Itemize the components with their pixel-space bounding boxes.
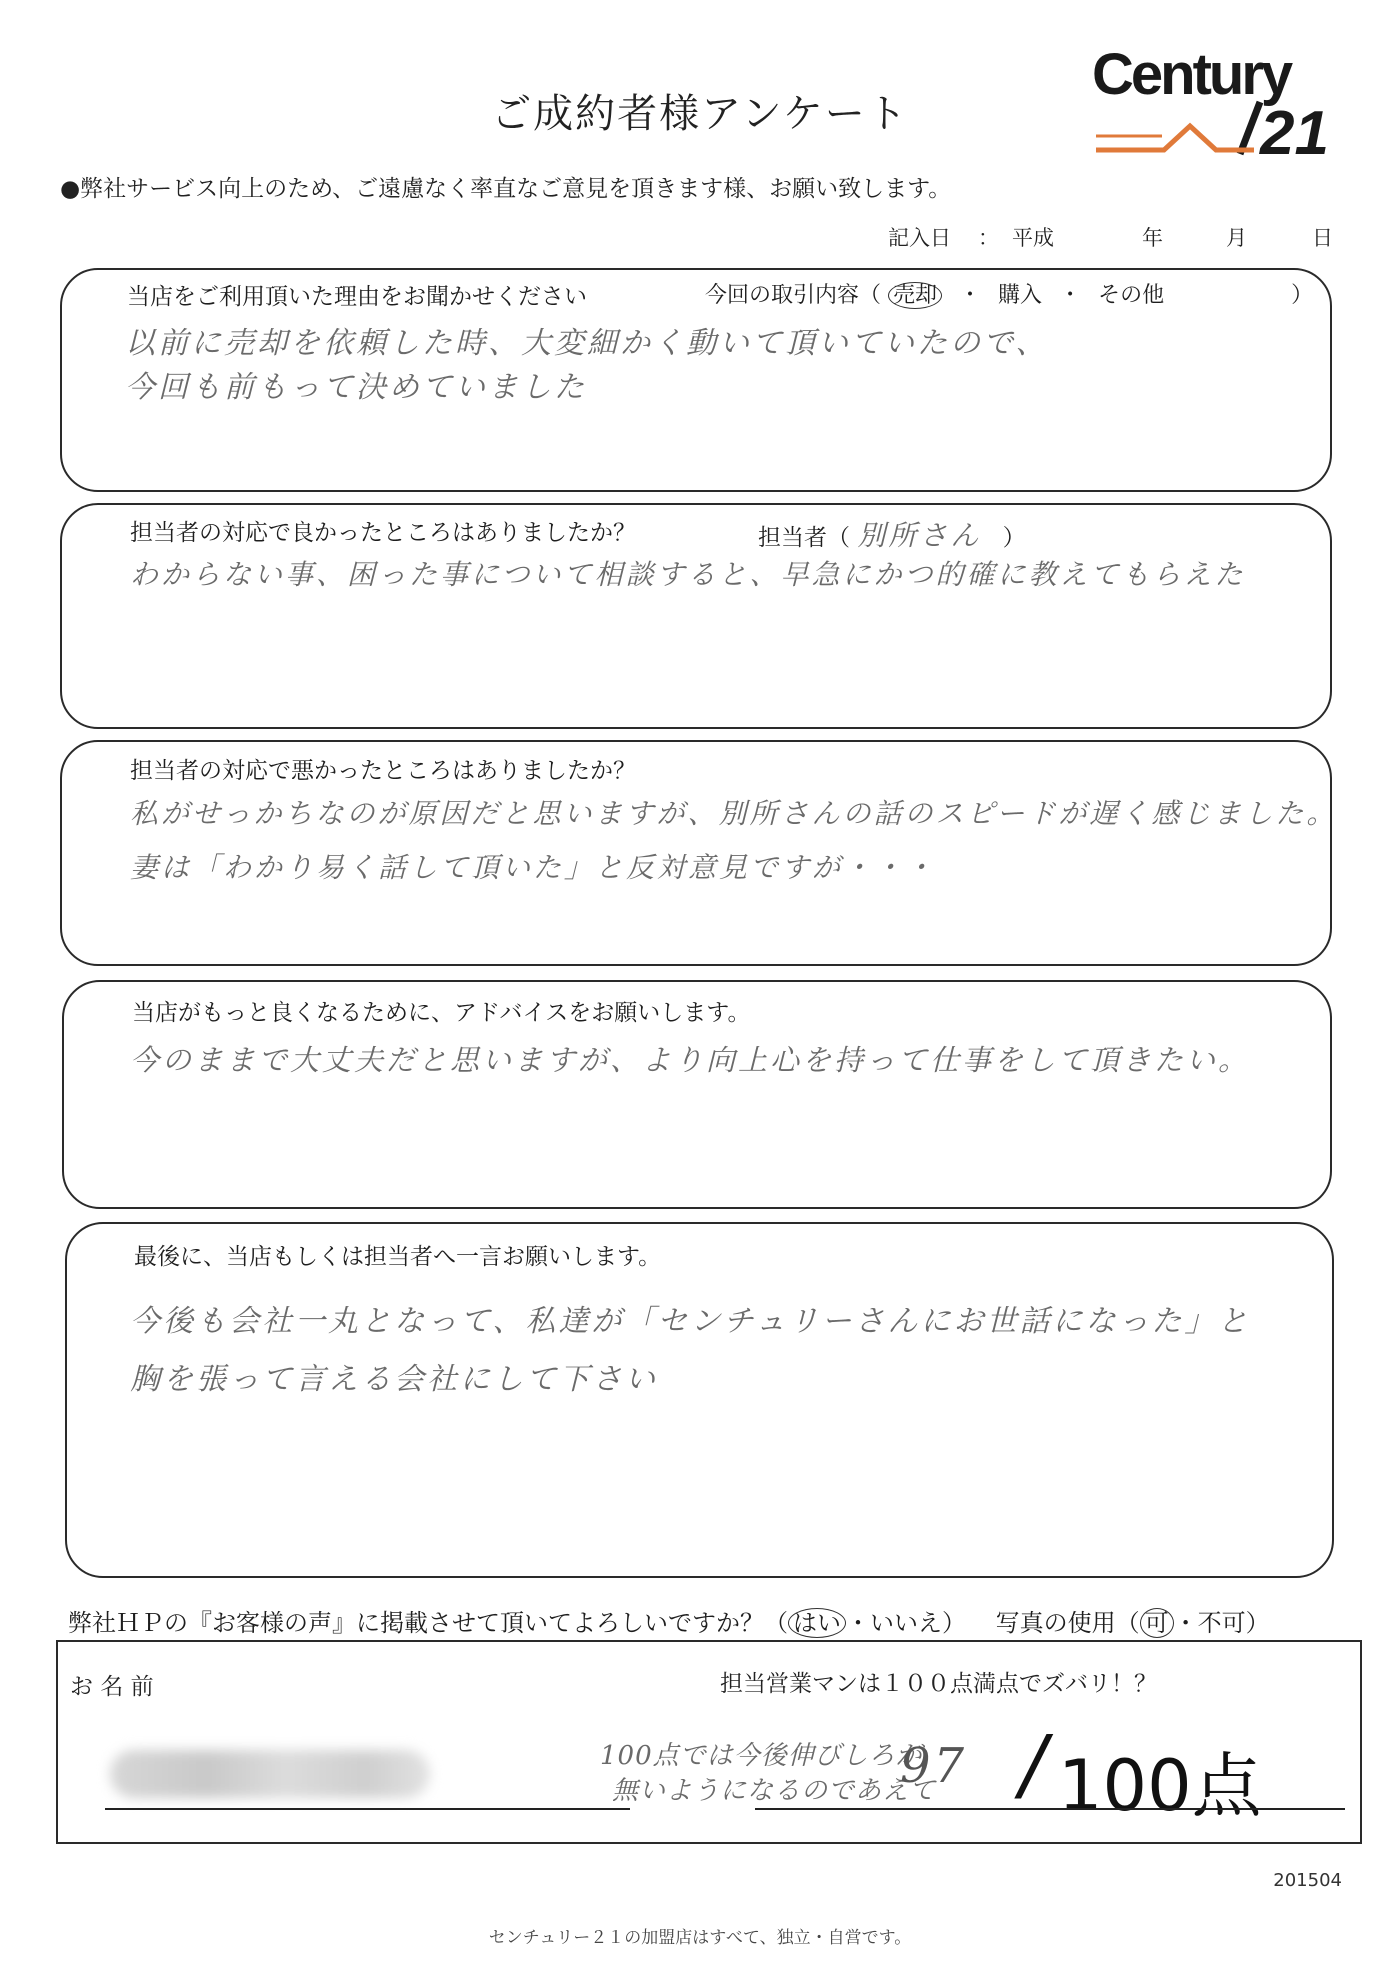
q4-answer-line-1: 今のままで大丈夫だと思いますが、より向上心を持って仕事をして頂きたい。: [130, 1043, 1251, 1077]
q1-answer-line-1: 以前に売却を依頼した時、大変細かく動いて頂いていたので、: [125, 326, 1049, 361]
intro-text: ●弊社サービス向上のため、ご遠慮なく率直なご意見を頂きます様、お願い致します。: [60, 176, 952, 202]
score-underline: [755, 1808, 1345, 1810]
q1-answer-line-2: 今回も前もって決めていました: [125, 370, 587, 405]
score-value: 97: [900, 1738, 968, 1794]
q1-question: 当店をご利用頂いた理由をお聞かせください: [127, 284, 587, 310]
consent-close: ）: [942, 1609, 966, 1637]
deal-dot-1: ・: [959, 283, 982, 308]
photo-label: 写真の使用（: [995, 1609, 1140, 1637]
photo-dot: ・: [1173, 1609, 1198, 1637]
staff-name: 別所さん: [857, 519, 982, 552]
deal-close: ）: [1291, 283, 1314, 308]
staff-label: 担当者（: [758, 525, 850, 551]
year-unit: 年: [1142, 226, 1163, 250]
q5-box: [65, 1222, 1334, 1578]
score-comment-line-2: 無いようになるのであえて: [612, 1776, 937, 1806]
photo-no: 不可: [1197, 1609, 1246, 1637]
deal-dot-2: ・: [1059, 283, 1082, 308]
deal-label: 今回の取引内容（: [705, 283, 882, 308]
day-unit: 日: [1312, 226, 1333, 250]
name-label: お 名 前: [70, 1674, 154, 1700]
staff-close: ）: [1002, 525, 1026, 551]
name-underline: [105, 1808, 630, 1810]
form-code: 201504: [1273, 1870, 1342, 1891]
q3-answer-line-1: 私がせっかちなのが原因だと思いますが、別所さんの話のスピードが遅く感じました。: [130, 797, 1338, 830]
q5-answer-line-1: 今後も会社一丸となって、私達が「センチュリーさんにお世話になった」と: [130, 1304, 1251, 1339]
consent-question: 弊社ＨＰの『お客様の声』に掲載させて頂いてよろしいですか？（: [68, 1609, 788, 1637]
score-comment-line-1: 100点では今後伸びしろが: [600, 1741, 923, 1771]
date-separator: ：: [978, 226, 999, 250]
svg-text:Century: Century: [1092, 42, 1291, 107]
score-slash: /: [1020, 1720, 1047, 1810]
q2-staff: [758, 514, 1026, 554]
score-question: 担当営業マンは１００点満点でズバリ！？: [720, 1671, 1157, 1697]
photo-yes: 可: [1140, 1608, 1174, 1638]
photo-close: ）: [1245, 1609, 1270, 1637]
consent-yes: はい: [788, 1608, 846, 1638]
score-max: 100点: [1058, 1745, 1262, 1827]
date-label: 記入日: [888, 226, 951, 250]
deal-option-buy: 購入: [998, 283, 1043, 308]
q2-question: 担当者の対応で良かったところはありましたか？: [130, 520, 636, 546]
q5-answer-line-2: 胸を張って言える会社にして下さい: [130, 1362, 658, 1397]
century21-logo: [1092, 42, 1342, 162]
q2-answer-line-1: わからない事、困った事について相談すると、早急にかつ的確に教えてもらえた: [130, 558, 1246, 591]
deal-option-other: その他: [1098, 283, 1165, 308]
q3-answer-line-2: 妻は「わかり易く話して頂いた」と反対意見ですが・・・: [130, 851, 937, 884]
page-title: ご成約者様アンケート: [491, 91, 909, 137]
consent-dot: ・: [846, 1609, 870, 1637]
deal-option-sell: 売却: [888, 282, 942, 309]
footer-note: センチュリー２１の加盟店はすべて、独立・自営です。: [488, 1928, 912, 1948]
redacted-name: [110, 1750, 430, 1798]
q4-question: 当店がもっと良くなるために、アドバイスをお願いします。: [132, 1000, 751, 1026]
q1-deal-type: [705, 278, 1313, 309]
consent-row: [68, 1603, 1270, 1638]
svg-text:21: 21: [1260, 99, 1329, 162]
q5-question: 最後に、当店もしくは担当者へ一言お願いします。: [134, 1244, 662, 1270]
era-label: 平成: [1012, 226, 1054, 250]
month-unit: 月: [1226, 226, 1247, 250]
consent-no: いいえ: [870, 1609, 942, 1637]
q3-question: 担当者の対応で悪かったところはありましたか？: [130, 758, 636, 784]
